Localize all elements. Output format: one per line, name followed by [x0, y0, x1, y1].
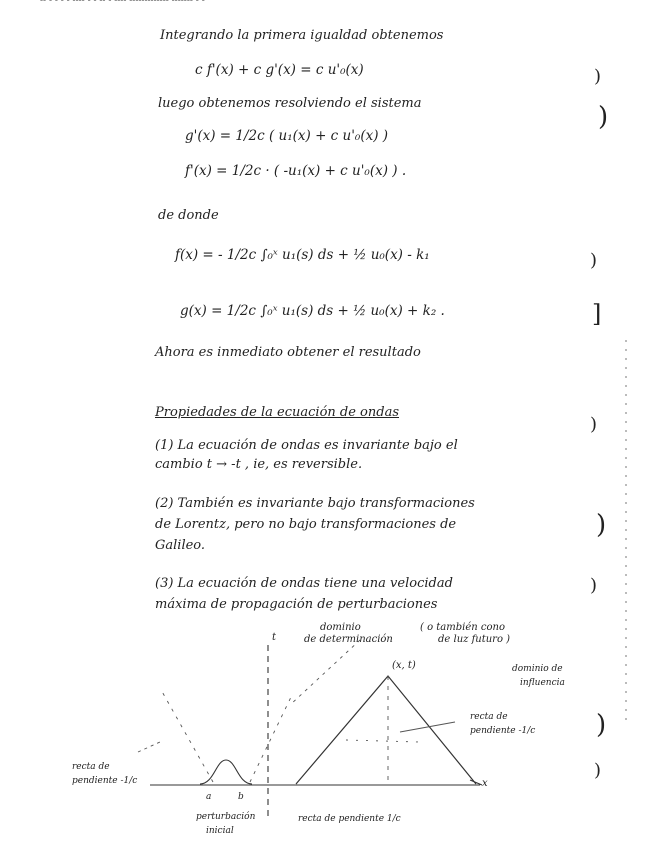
slope-left-label-2: pendiente -1/c: [72, 776, 138, 786]
influence-line-right: [250, 695, 292, 782]
t-axis-label: t: [272, 632, 277, 643]
margin-mark: ): [594, 760, 602, 781]
equation-4: f(x) = - 1/2c ∫₀ˣ u₁(s) ds + ½ u₀(x) - k₁: [175, 247, 430, 263]
x-axis-arrow: [470, 780, 482, 785]
arrow-slope-right: [400, 722, 455, 732]
x-axis-label: x: [482, 778, 488, 789]
property-1-line-1: (1) La ecuación de ondas es invariante bajo el: [155, 438, 458, 453]
domain-note-1: ( o también cono: [420, 622, 505, 633]
margin-mark: ): [590, 414, 598, 435]
properties-heading: Propiedades de la ecuación de ondas: [155, 405, 399, 420]
slope-left-label-1: recta de: [72, 762, 110, 772]
margin-mark: ): [590, 575, 598, 596]
point-b-label: b: [238, 792, 244, 802]
conclusion-line: Ahora es inmediato obtener el resultado: [155, 345, 421, 360]
influence-line-left: [160, 688, 213, 782]
domain-label-1: dominio: [320, 622, 361, 633]
margin-mark: ]: [592, 300, 602, 328]
property-2-line-2: de Lorentz, pero no bajo transformaciones de: [155, 517, 457, 532]
intro-line-3: de donde: [158, 208, 219, 223]
arrow-domain: [290, 640, 360, 705]
slope-bottom-label: recta de pendiente 1/c: [298, 814, 401, 824]
property-2-line-3: Galileo.: [155, 538, 206, 553]
margin-mark: ): [594, 66, 602, 87]
equation-3: f'(x) = 1/2c · ( -u₁(x) + c u'₀(x) ) .: [185, 163, 407, 179]
point-a-label: a: [206, 792, 212, 802]
slope-right-label-2: pendiente -1/c: [470, 726, 536, 736]
margin-mark: ): [590, 250, 598, 271]
header-scrap: -- - - - - ---- - - -- - ---- ------------- ------- - -: [40, 0, 205, 6]
equation-2: g'(x) = 1/2c ( u₁(x) + c u'₀(x) ): [185, 128, 389, 144]
intro-line-2: luego obtenemos resolviendo el sistema: [158, 96, 422, 111]
property-2-line-1: (2) También es invariante bajo transformaciones: [155, 496, 475, 511]
equation-1: c f'(x) + c g'(x) = c u'₀(x): [195, 62, 364, 78]
arrow-slope-left: [138, 742, 160, 752]
triangle-dashed-line: [346, 740, 420, 742]
influence-label-1: dominio de: [512, 664, 563, 674]
intro-line-1: Integrando la primera igualdad obtenemos: [160, 28, 444, 43]
domain-label-2: de determinación: [304, 634, 393, 645]
initial-perturbation-label-1: perturbación: [196, 812, 256, 822]
margin-mark: ): [596, 510, 607, 540]
slope-right-label-1: recta de: [470, 712, 508, 722]
initial-perturbation-label-2: inicial: [206, 826, 234, 836]
point-label: (x, t): [392, 660, 416, 671]
influence-label-2: influencia: [520, 678, 565, 688]
determination-triangle: [296, 676, 476, 784]
equation-5: g(x) = 1/2c ∫₀ˣ u₁(s) ds + ½ u₀(x) + k₂ .: [180, 303, 445, 319]
domain-note-2: de luz futuro ): [438, 634, 511, 645]
property-1-line-2: cambio t → -t , ie, es reversible.: [155, 457, 363, 472]
margin-mark: ): [598, 102, 609, 132]
property-3-line-2: máxima de propagación de perturbaciones: [155, 597, 438, 612]
margin-mark: ): [596, 710, 607, 740]
property-3-line-1: (3) La ecuación de ondas tiene una velocidad: [155, 576, 453, 591]
